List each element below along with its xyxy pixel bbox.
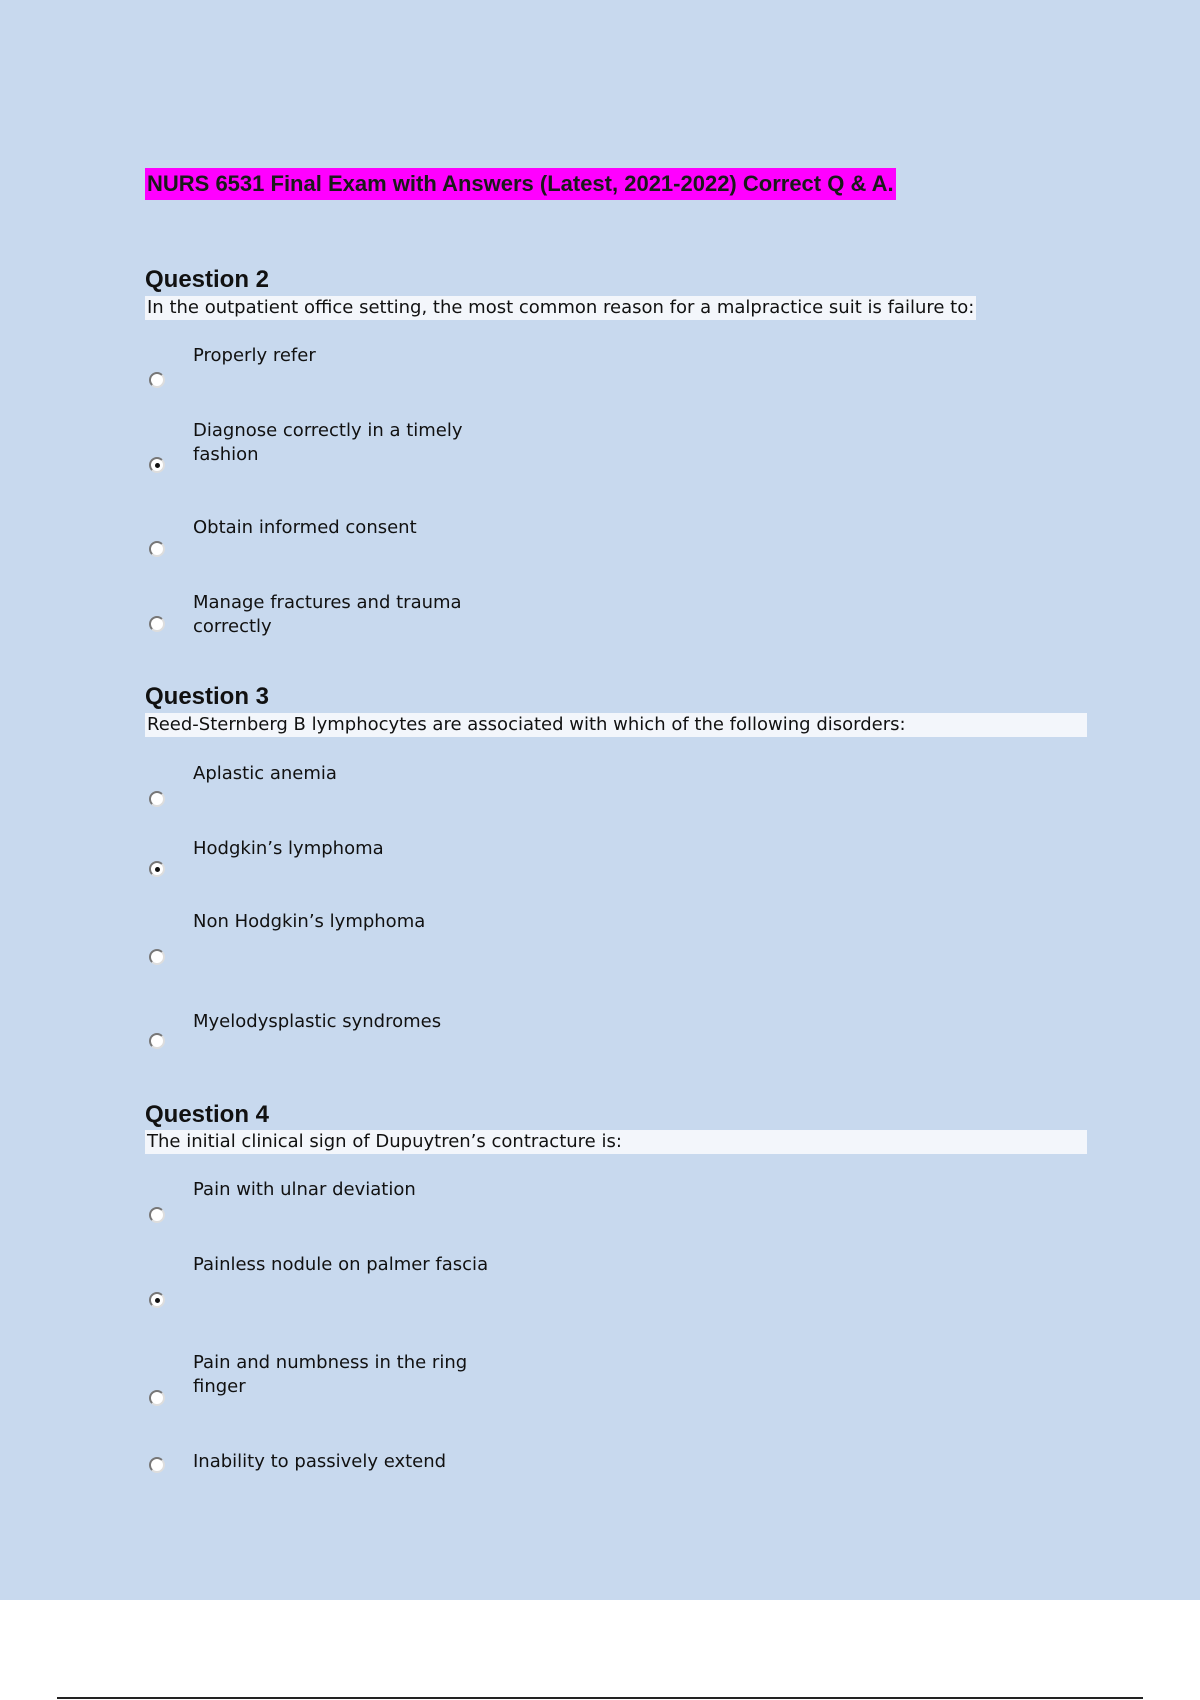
radio-button[interactable]: [149, 1207, 165, 1223]
question-4-text: The initial clinical sign of Dupuytren’s contracture is:: [145, 1130, 1087, 1154]
question-3-option-2[interactable]: [145, 837, 565, 881]
question-3-title: Question 3: [145, 683, 270, 710]
radio-button[interactable]: [149, 1033, 165, 1049]
radio-button[interactable]: [149, 1457, 165, 1473]
option-label: Pain with ulnar deviation: [193, 1179, 416, 1200]
option-label: Inability to passively extend: [193, 1451, 447, 1472]
question-4-option-1[interactable]: [145, 1178, 565, 1228]
question-2-text: In the outpatient office setting, the most common reason for a malpractice suit is failure to:: [147, 297, 975, 318]
option-label: Painless nodule on palmer fascia: [193, 1254, 489, 1275]
question-3-option-1[interactable]: [145, 762, 565, 812]
question-3-option-4[interactable]: [145, 1010, 565, 1062]
radio-button[interactable]: [149, 541, 165, 557]
footer-divider: [57, 1697, 1143, 1699]
question-4-option-2[interactable]: [145, 1253, 565, 1315]
option-label: Non Hodgkin’s lymphoma: [193, 911, 426, 932]
radio-button-selected[interactable]: [149, 861, 165, 877]
question-2-option-4[interactable]: [145, 591, 565, 643]
radio-button[interactable]: [149, 616, 165, 632]
radio-button-selected[interactable]: [149, 457, 165, 473]
option-label: Diagnose correctly in a timely fashion: [193, 420, 463, 465]
radio-button[interactable]: [149, 372, 165, 388]
document-title: NURS 6531 Final Exam with Answers (Latest, 2021-2022) Correct Q & A.: [145, 168, 896, 200]
radio-button-selected[interactable]: [149, 1292, 165, 1308]
option-label: Obtain informed consent: [193, 517, 417, 538]
option-label: Myelodysplastic syndromes: [193, 1011, 442, 1032]
question-3-option-3[interactable]: [145, 910, 565, 970]
question-2-option-1[interactable]: [145, 344, 565, 394]
question-3-text: Reed-Sternberg B lymphocytes are associated with which of the following disorders:: [145, 713, 1087, 737]
option-label: Manage fractures and trauma correctly: [193, 592, 462, 637]
question-4-option-4[interactable]: [145, 1450, 565, 1490]
question-4-option-3[interactable]: [145, 1351, 565, 1411]
option-label: Properly refer: [193, 345, 316, 366]
radio-button[interactable]: [149, 791, 165, 807]
option-label: Aplastic anemia: [193, 763, 337, 784]
option-label: Hodgkin’s lymphoma: [193, 838, 384, 859]
question-4-title: Question 4: [145, 1101, 270, 1128]
radio-button[interactable]: [149, 949, 165, 965]
question-2-option-3[interactable]: [145, 516, 565, 562]
option-label: Pain and numbness in the ring finger: [193, 1352, 468, 1397]
question-2-title: Question 2: [145, 266, 270, 293]
radio-button[interactable]: [149, 1390, 165, 1406]
question-2-option-2[interactable]: [145, 419, 565, 479]
